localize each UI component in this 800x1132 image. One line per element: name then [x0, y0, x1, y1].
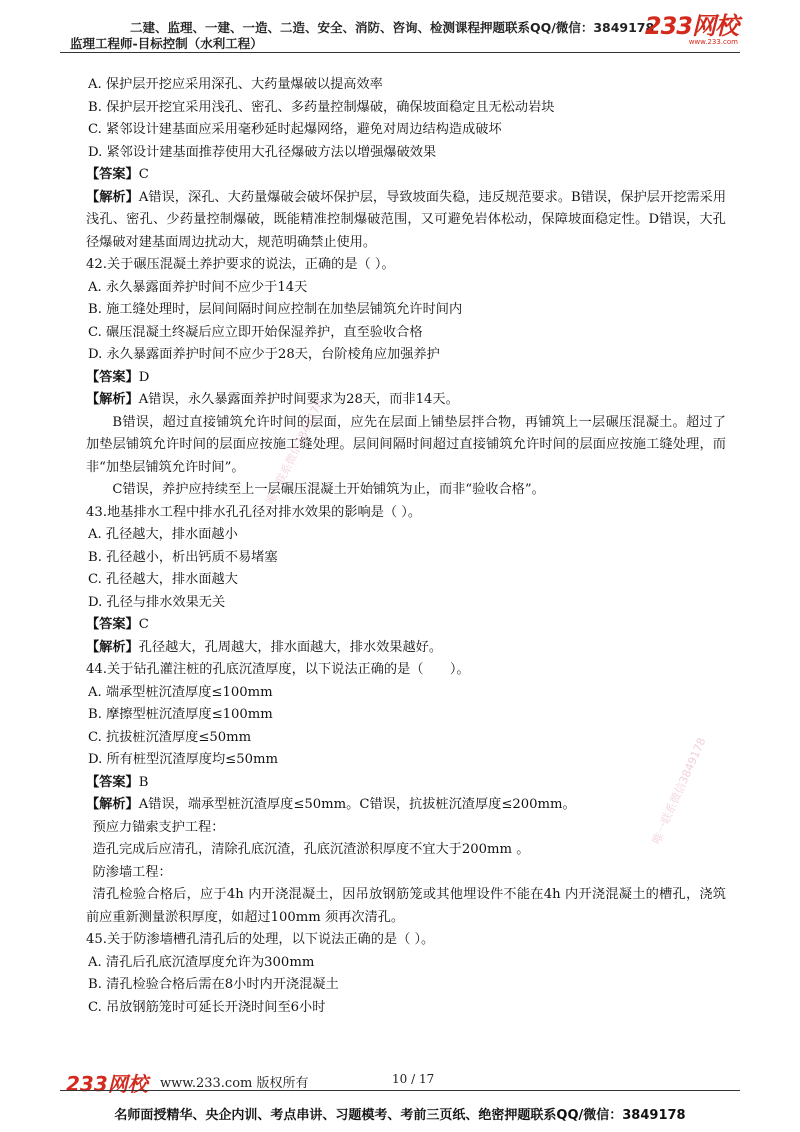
watermark: 唯一联系微信3849178 [649, 735, 709, 847]
header-top-line: 二建、监理、一建、一造、二造、安全、消防、咨询、检测课程押题联系QQ/微信：3849178 [130, 20, 655, 35]
q42-option-c: C. 碾压混凝土终凝后应立即开始保湿养护，直至验收合格 [88, 324, 423, 340]
answer-label: 【答案】 [86, 617, 139, 632]
q42-option-d: D. 永久暴露面养护时间不应少于28天，台阶棱角应加强养护 [88, 347, 440, 362]
q44-answer [86, 772, 726, 795]
q42-analysis [86, 389, 726, 412]
q44-analysis [86, 794, 726, 817]
footer-site-text: www.233.com 版权所有 [160, 1076, 309, 1091]
q41-option-b: B. 保护层开挖宜采用浅孔、密孔、多药量控制爆破，确保坡面稳定且无松动岩块 [88, 99, 555, 115]
q43-analysis [86, 637, 726, 660]
q45-question: 45.关于防渗墙槽孔清孔后的处理，以下说法正确的是（ ）。 [86, 932, 435, 947]
q41-answer [86, 164, 726, 187]
analysis-text: A错误，永久暴露面养护时间要求为28天，而非14天。 [138, 392, 459, 407]
q43-question: 43.地基排水工程中排水孔孔径对排水效果的影响是（ ）。 [86, 504, 422, 520]
q41-option-d: D. 紧邻设计建基面推荐使用大孔径爆破方法以增强爆破效果 [88, 144, 437, 160]
analysis-label: 【解析】 [86, 639, 139, 655]
answer-label: 【答案】 [86, 167, 139, 182]
q41-analysis [86, 187, 726, 255]
brand-logo[interactable] [645, 14, 738, 46]
watermark: 唯一联系微信3849178 [263, 397, 326, 507]
document-body [86, 74, 726, 1019]
header-divider [60, 52, 740, 53]
page-number: 10 / 17 [392, 1072, 435, 1086]
q45-option-a: A. 清孔后孔底沉渣厚度允许为300mm [88, 954, 315, 970]
q45-option-c: C. 吊放钢筋笼时可延长开浇时间至6小时 [88, 999, 326, 1015]
analysis-label: 【解析】 [86, 189, 139, 205]
q41-option-c: C. 紧邻设计建基面应采用毫秒延时起爆网络，避免对周边结构造成破坏 [88, 122, 502, 137]
q42-answer [86, 367, 726, 390]
answer-label: 【答案】 [86, 774, 139, 790]
q44-option-b: B. 摩擦型桩沉渣厚度≤100mm [88, 707, 273, 722]
q42-question: 42.关于碾压混凝土养护要求的说法，正确的是（ ）。 [86, 257, 395, 272]
answer-value: C [138, 167, 149, 182]
q44-question: 44.关于钻孔灌注桩的孔底沉渣厚度，以下说法正确的是（ ）。 [86, 662, 470, 677]
answer-value: C [138, 617, 149, 632]
analysis-text: 孔径越大，孔周越大，排水面越大，排水效果越好。 [138, 639, 443, 655]
q41-option-a: A. 保护层开挖应采用深孔、大药量爆破以提高效率 [88, 77, 383, 92]
header-subtitle: 监理工程师-目标控制（水利工程） [70, 36, 263, 51]
analysis-text: A错误，深孔、大药量爆破会破坏保护层，导致坡面失稳，违反规范要求。B错误，保护层开挖需采用浅孔、密孔、少药量控制爆破，既能精准控制爆破范围，又可避免岩体松动，保障坡面稳定性。D错误，大孔径爆破对建基面周边扰动大，规范明确禁止使用。 [86, 189, 727, 250]
q43-option-d: D. 孔径与排水效果无关 [88, 594, 226, 610]
prestress-title: 预应力锚索支护工程： [92, 819, 225, 835]
q43-option-c: C. 孔径越大，排水面越大 [88, 572, 238, 587]
q42-analysis-b: B错误，超过直接铺筑允许时间的层面，应先在层面上铺垫层拌合物，再铺筑上一层碾压混凝土。超过了加垫层铺筑允许时间的层面应按施工缝处理。层间间隔时间超过直接铺筑允许时间的层面应按施工缝处理，而非“加垫层铺筑允许时间”。 [86, 414, 726, 475]
answer-value: B [138, 774, 149, 790]
logo-text: 233网校 [644, 12, 738, 40]
q42-analysis-c: C错误，养护应持续至上一层碾压混凝土开始铺筑为止，而非“验收合格”。 [112, 482, 545, 497]
q44-option-d: D. 所有桩型沉渣厚度均≤50mm [88, 752, 279, 767]
logo-url: www.233.com [688, 38, 738, 46]
answer-label: 【答案】 [86, 369, 139, 385]
cutoff-text: 清孔检验合格后，应于4h 内开浇混凝土，因吊放钢筋笼或其他埋设件不能在4h 内开浇混凝土的槽孔，浇筑前应重新测量淤积厚度，如超过100mm 须再次清孔。 [86, 887, 726, 925]
q44-option-c: C. 抗拔桩沉渣厚度≤50mm [88, 729, 252, 745]
answer-value: D [138, 369, 150, 385]
q42-option-a: A. 永久暴露面养护时间不应少于14天 [88, 279, 308, 295]
analysis-label: 【解析】 [86, 797, 139, 812]
footer-bottom-line: 名师面授精华、央企内训、考点串讲、习题模考、考前三页纸、绝密押题联系QQ/微信：3849178 [114, 1108, 686, 1123]
footer-divider [60, 1090, 740, 1091]
cutoff-title: 防渗墙工程： [92, 864, 172, 880]
q43-answer [86, 614, 726, 637]
analysis-label: 【解析】 [86, 392, 139, 407]
q45-option-b: B. 清孔检验合格后需在8小时内开浇混凝土 [88, 977, 339, 992]
q42-option-b: B. 施工缝处理时，层间间隔时间应控制在加垫层铺筑允许时间内 [88, 302, 463, 317]
analysis-text: A错误，端承型桩沉渣厚度≤50mm。C错误，抗拔桩沉渣厚度≤200mm。 [138, 797, 576, 812]
footer-logo[interactable]: 233网校 [66, 1072, 148, 1096]
q43-option-a: A. 孔径越大，排水面越小 [88, 527, 238, 542]
q44-option-a: A. 端承型桩沉渣厚度≤100mm [88, 684, 273, 700]
q43-option-b: B. 孔径越小，析出钙质不易堵塞 [88, 549, 278, 565]
prestress-text: 造孔完成后应清孔，清除孔底沉渣，孔底沉渣淤积厚度不宜大于200mm 。 [92, 842, 530, 857]
